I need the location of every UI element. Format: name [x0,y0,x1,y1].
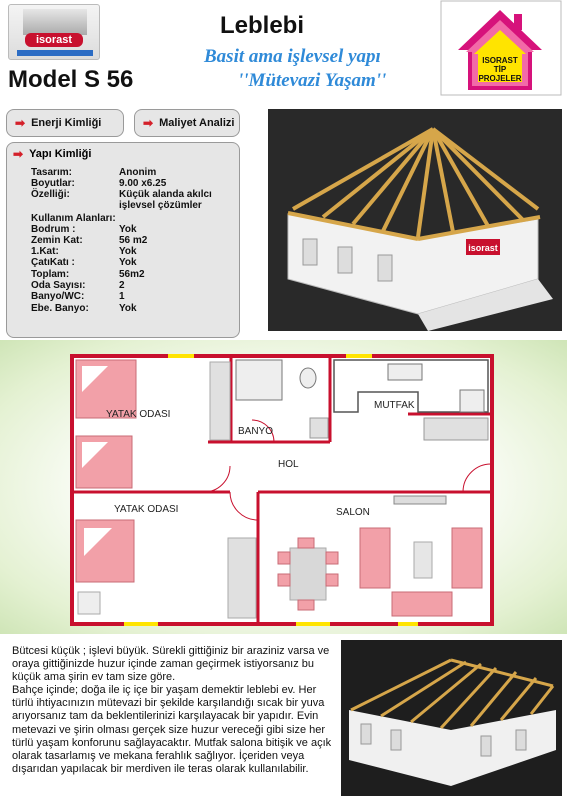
slogan-line2: ''Mütevazi Yaşam'' [238,70,387,91]
energy-id-button[interactable] [6,109,124,137]
kimlik-row [31,303,137,315]
kimlik-row-value: işlevsel çözümler [119,200,202,211]
kimlik-row [31,257,137,269]
house-image [23,9,87,35]
badge-line2: TİP [493,65,507,74]
kimlik-row-value: 2 [119,280,125,291]
room-label-bath: BANYO [238,426,274,437]
arrow-right-icon: ➡ [13,147,24,161]
tip-projeler-badge [440,0,562,96]
logo-tagline-bar [17,50,93,56]
building-id-header[interactable] [7,143,117,165]
kimlik-row-label: 1.Kat: [31,246,59,257]
model-photo-top [268,109,562,331]
kimlik-row-value: Yok [119,303,137,314]
brand-logo-text: isorast [25,33,83,47]
model-name: Model S 56 [8,66,134,93]
badge-line1: ISORAST [482,56,518,65]
kimlik-row-value: Anonim [119,167,157,178]
floor-plan [68,352,496,628]
kimlik-row-label: Toplam: [31,269,70,280]
room-label-bedroom1: YATAK ODASI [106,409,171,420]
kimlik-row-label: Boyutlar: [31,178,75,189]
description-paragraph-1: Bütcesi küçük ; işlevi büyük. Sürekli gittiğiniz bir araziniz varsa ve oraya gittiğinizde huzur içinde zaman geçirmek istiyorsanız bu küçük ama şirin ev tam size göre. [12,645,330,684]
kimlik-row-value: 1 [119,291,125,302]
kimlik-row-label: Zemin Kat: [31,235,83,246]
kimlik-row-value: Yok [119,246,137,257]
description-paragraph-2: Bahçe içinde; doğa ile iç içe bir yaşam demektir leblebi ev. Her türlü ihtiyacınızın mütevazi bir şekilde karşılandığı sıcak bir yuva arıyorsanız tam da beklentilerinizi karşılayacak bir yapıdır. Evin metevazi ve şirin olması gerçek size huzur vereceği gibi size her türlü yaşam konforunu sağlayacaktır. Mutfak salona bitişik ve açık olarak tasarlamış ve mekana ferahlık sağlıyor. İçeriden veya dışarıdan yapılacak bir merdiven ile teras olarak kullanılabilir. [12,684,332,775]
room-label-hall: HOL [278,459,299,470]
kimlik-row-label: Oda Sayısı: [31,280,86,291]
kimlik-row-value: Yok [119,224,137,235]
room-label-living: SALON [336,507,370,518]
kimlik-row-value: 56m2 [119,269,145,280]
kimlik-row-value: Yok [119,257,137,268]
cost-analysis-button[interactable] [134,109,240,137]
kimlik-row-value: 56 m2 [119,235,148,246]
kimlik-row [31,291,125,303]
kimlik-row-label: Banyo/WC: [31,291,85,302]
kimlik-row-value: Küçük alanda akılcı [119,189,212,200]
description-text [12,645,337,776]
model-photo-bottom [341,640,562,796]
slogan-line1: Basit ama işlevsel yapı [204,46,381,67]
cost-analysis-label: Maliyet Analizi [159,117,235,129]
kimlik-row-label: Ebe. Banyo: [31,303,89,314]
arrow-right-icon: ➡ [143,116,154,130]
building-id-title: Yapı Kimliği [29,148,92,160]
room-label-kitchen: MUTFAK [374,400,415,411]
room-label-bedroom2: YATAK ODASI [114,504,179,515]
badge-line3: PROJELER [478,74,522,83]
kimlik-row [31,189,212,201]
kimlik-row-label: Özelliği: [31,189,70,200]
arrow-right-icon: ➡ [15,116,26,130]
energy-id-label: Enerji Kimliği [31,117,102,129]
kimlik-row-label: ÇatıKatı : [31,257,75,268]
model-brand-label: isorast [468,243,498,253]
kimlik-row-label: Tasarım: [31,167,72,178]
kimlik-row-label: Bodrum : [31,224,76,235]
kimlik-row-value: 9.00 x6.25 [119,178,167,189]
isorast-logo [8,4,100,60]
kimlik-row-label: Kullanım Alanları: [31,213,116,224]
building-id-panel [6,142,240,338]
page-title: Leblebi [220,12,305,39]
